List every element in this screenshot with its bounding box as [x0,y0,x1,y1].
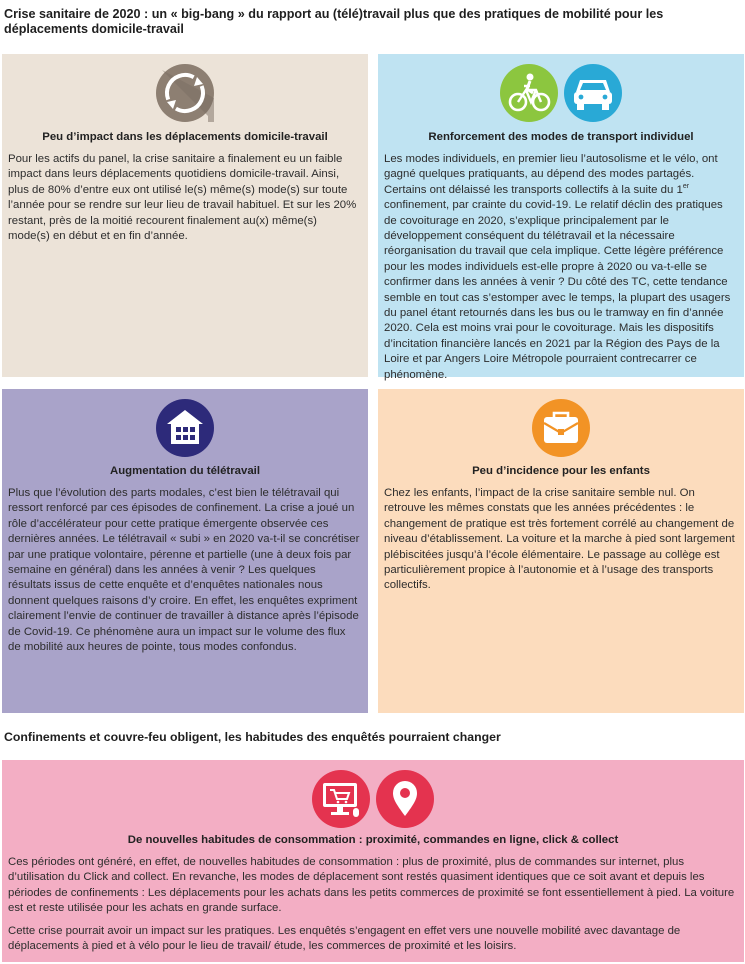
card-children [378,389,744,713]
paragraph: Ces périodes ont généré, en effet, de nouvelles habitudes de consommation : plus de proximité, plus de commandes sur internet, plus d’utilisation du Click and collect. En revanche, les modes de déplacement sont restés quasiment identiques que ce soit avant et depuis les périodes de confinements : Les déplacements pour les achats dans les petits commerces de proximité se font essentiellement à pied. La voiture est et reste utilisée pour les achats en grande surface. [8,856,735,915]
card-title: Peu d’impact dans les déplacements domicile-travail [42,131,328,143]
card-title: De nouvelles habitudes de consommation : proximité, commandes en ligne, click & collect [127,834,619,846]
location-pin-icon [376,770,434,828]
paragraph: Cette crise pourrait avoir un impact sur les pratiques. Les enquêtés s’engagent en effet vers une nouvelle mobilité avec davantage de déplacements à pied et à vélo pour le lieu de travail/ étude, les commerces de proximité et les loisirs. [8,924,681,953]
schoolbag-icon [532,399,590,457]
card-text [8,855,736,961]
card-title: Augmentation du télétravail [110,465,260,477]
card-icons [2,64,368,122]
card-title: Peu d’incidence pour les enfants [472,465,650,477]
card-text: Pour les actifs du panel, la crise sanitaire a finalement eu un faible impact dans leurs déplacements quotidiens domicile-travail. Ainsi, plus de 80% d’entre eux ont utilisé le(s) même(s) mode(s) sur toute l’année pour se rendre sur leur lieu de travail habituel. Et sur les 20% restant, près de la moitié recourent finalement au(x) même(s) mode(s) en début et en fin d’année. [8,153,357,243]
bicycle-icon [500,64,558,122]
card-icons [2,770,744,828]
page-title: Crise sanitaire de 2020 : un « big-bang » du rapport au (télé)travail plus que des pratiques de mobilité pour les déplacements domicile-travail [4,7,664,36]
card-icons [378,64,744,122]
card-individual-transport [378,54,744,381]
section-title: Confinements et couvre-feu obligent, les habitudes des enquêtés pourraient changer [4,730,501,744]
text-part: confinement, par crainte du covid-19. Le relatif déclin des pratiques de covoiturage en 2020, s’explique principalement par le développement conséquent du télétravail et la nécessaire réorganisation du travail que cela implique. Cette légère préférence pour les modes individuels est-elle propre à 2020 ou va-t-elle se confirmer dans les années à venir ? Du côté des TC, cette tendance semble en tout cas s’estomper avec le temps, la plupart des usagers du panel étant retournés dans les bus ou le tramway en fin d’année 2020. Cela est moins vrai pour le covoiturage. Mais les dispositifs d’incitation financière lancés en 2021 par la Région des Pays de la Loire et par Angers Loire Métropole pourraient contrecarrer ce phénomène. [384,199,731,381]
card-icons [378,399,744,457]
car-icon [564,64,622,122]
house-icon [156,399,214,457]
online-shopping-icon [312,770,370,828]
card-commute-impact [2,54,368,377]
card-text: Chez les enfants, l’impact de la crise sanitaire semble nul. On retrouve les mêmes constats que les années précédentes : le changement de pratique est très fortement corrélé au changement de niveau d’établissement. La voiture et la marche à pied sont largement plébiscitées jusqu’à l’école élémentaire. Le passage au collège est particulièrement propice à l’autonomie et à l’usage des transports collectifs. [384,487,735,592]
circular-arrows-icon [156,64,214,122]
card-title: Renforcement des modes de transport individuel [428,131,694,143]
card-consumption-habits [2,760,744,962]
card-telework [2,389,368,713]
card-icons [2,399,368,457]
superscript: er [682,183,690,191]
card-text [384,152,736,383]
card-text: Plus que l’évolution des parts modales, c’est bien le télétravail qui ressort renforcé par ces épisodes de confinement. La crise a joué un rôle d’accélérateur pour cette pratique émergente observée ces dernières années. Le télétravail « subi » en 2020 va-t-il se concrétiser par une pratique volontaire, pérenne et partielle (une à deux fois par semaine en général) dans les années à venir ? Les quelques résultats issus de cette enquête et d’enquêtes nationales nous donnent quelques raisons d’y croire. En effet, les enquêtes expriment clairement l’envie de continuer de travailler à distance après l’épisode de Covid-19. Ce phénomène aura un impact sur le volume des flux de mobilité aux heures de pointe, tous modes confondus. [8,487,360,654]
text-part: Les modes individuels, en premier lieu l’autosolisme et le vélo, ont gagné quelques pratiquants, au dépend des modes partagés. Certains ont délaissé les transports collectifs à la suite du 1 [384,153,718,196]
